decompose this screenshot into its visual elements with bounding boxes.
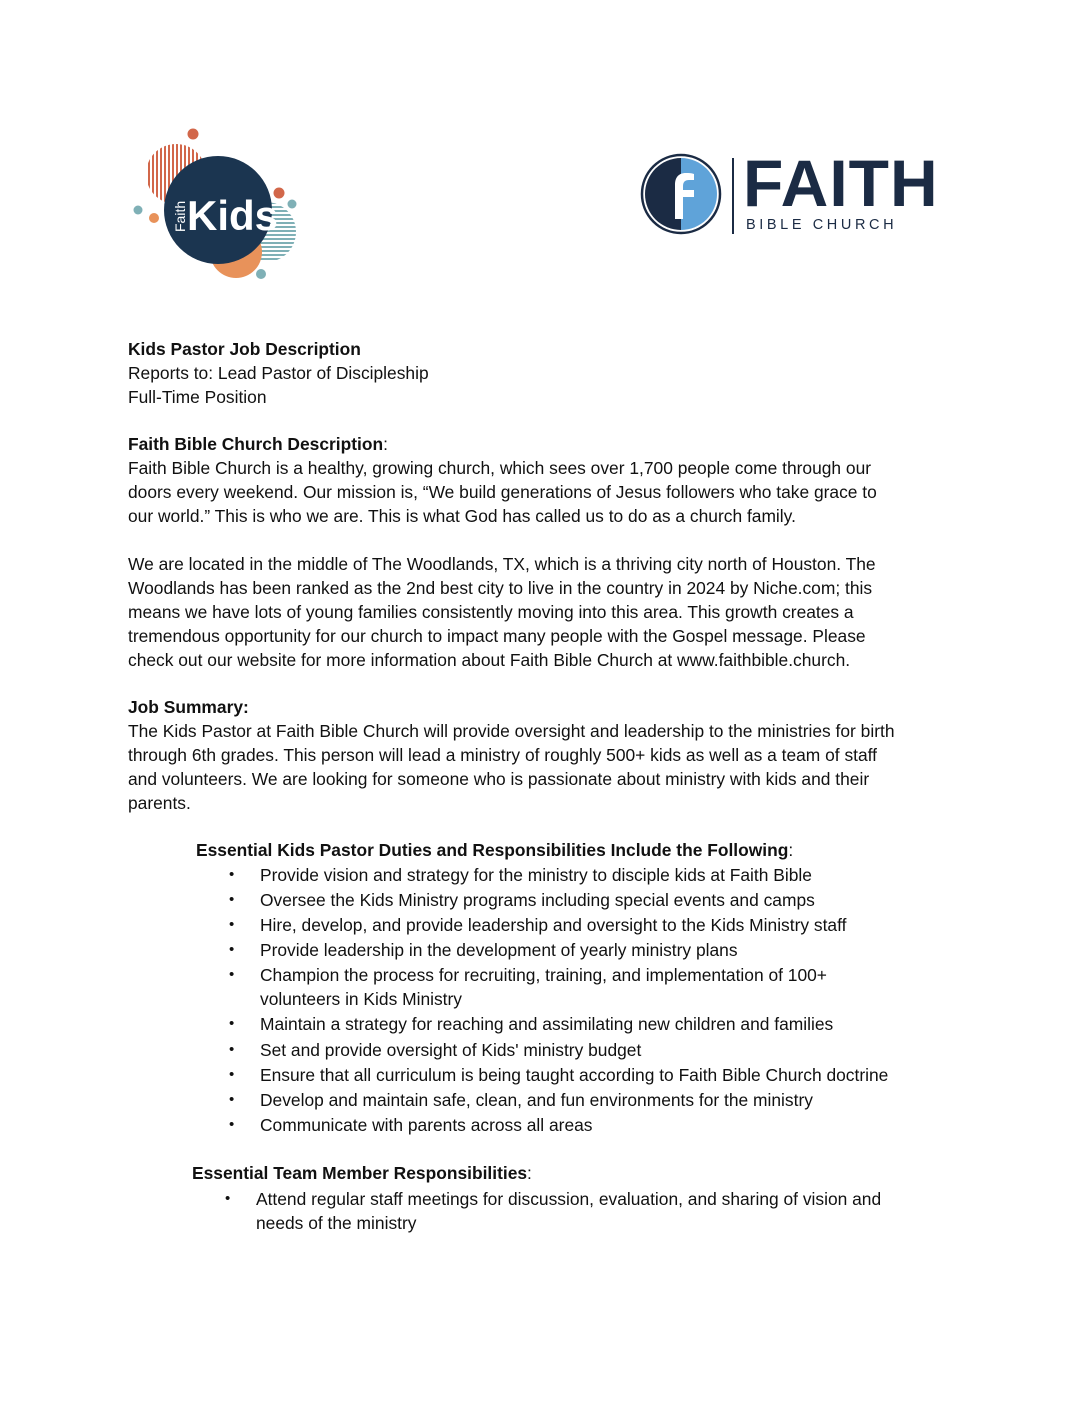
bullet-icon: • (229, 941, 235, 959)
list-item-text: Maintain a strategy for reaching and assimilating new children and families (260, 1014, 834, 1035)
faith-bible-church-logo (638, 146, 939, 240)
list-item (229, 1038, 888, 1062)
paragraph-line: check out our website for more information about Faith Bible Church at www.faithbible.church. (128, 650, 851, 670)
team-responsibilities-heading: Essential Team Member Responsibilities: (192, 1163, 532, 1183)
list-item (229, 938, 888, 962)
list-item (229, 1012, 888, 1036)
bullet-icon: • (229, 1115, 235, 1133)
paragraph-line: Woodlands has been ranked as the 2nd best city to live in the country in 2024 by Niche.com; this (128, 578, 873, 598)
bible-church-wordmark: BIBLE CHURCH (746, 217, 898, 233)
list-item (229, 1113, 888, 1137)
list-item-text: volunteers in Kids Ministry (260, 989, 462, 1010)
logo-divider (732, 158, 734, 234)
bullet-icon: • (229, 1065, 235, 1083)
svg-text:Kids: Kids (187, 192, 279, 239)
bullet-icon: • (229, 966, 235, 984)
duties-list (229, 863, 889, 1138)
paragraph-line: We are located in the middle of The Woodlands, TX, which is a thriving city north of Houston. The (128, 554, 876, 574)
bullet-icon: • (229, 1090, 235, 1108)
list-item-text: Ensure that all curriculum is being taught according to Faith Bible Church doctrine (260, 1064, 889, 1085)
list-item-text: Attend regular staff meetings for discussion, evaluation, and sharing of vision and (256, 1189, 882, 1209)
list-item-text: Communicate with parents across all areas (260, 1114, 593, 1135)
document-title: Kids Pastor Job Description (128, 339, 361, 359)
faith-kids-logo (128, 122, 304, 290)
list-item-text: Champion the process for recruiting, training, and implementation of 100+ (260, 965, 827, 986)
duties-heading: Essential Kids Pastor Duties and Responsibilities Include the Following: (196, 840, 794, 860)
faith-f-icon (640, 153, 722, 235)
job-summary-paragraph (128, 719, 958, 815)
paragraph-line: through 6th grades. This person will lead a ministry of roughly 500+ kids as well as a team of staff (128, 745, 877, 765)
reports-to: Reports to: Lead Pastor of Discipleship (128, 363, 429, 383)
bullet-icon: • (229, 891, 235, 909)
svg-text:Faith: Faith (172, 200, 188, 232)
paragraph-line: and volunteers. We are looking for someone who is passionate about ministry with kids and their (128, 769, 870, 789)
bullet-icon: • (229, 916, 235, 934)
position-type: Full-Time Position (128, 387, 267, 407)
bullet-icon: • (225, 1190, 231, 1207)
list-item-text: Provide leadership in the development of yearly ministry plans (260, 940, 738, 961)
list-item (229, 913, 888, 937)
list-item-text: Set and provide oversight of Kids' ministry budget (260, 1039, 642, 1060)
bullet-icon: • (229, 866, 235, 883)
paragraph-line: tremendous opportunity for our church to impact many people with the Gospel message. Please (128, 626, 866, 646)
bullet-icon: • (229, 1040, 235, 1058)
paragraph-line: The Kids Pastor at Faith Bible Church will provide oversight and leadership to the ministries for birth (128, 721, 895, 741)
list-item (229, 1063, 889, 1087)
list-item (229, 1088, 888, 1112)
list-item-text: Oversee the Kids Ministry programs including special events and camps (260, 890, 815, 911)
paragraph-line: our world.” This is who we are. This is what God has called us to do as a church family. (128, 506, 796, 526)
paragraph-line: doors every weekend. Our mission is, “We build generations of Jesus followers who take grace to (128, 482, 877, 502)
list-item-text: Provide vision and strategy for the ministry to disciple kids at Faith Bible (260, 865, 812, 885)
job-summary-heading: Job Summary: (128, 697, 249, 717)
list-item (229, 863, 888, 887)
list-item-text: needs of the ministry (256, 1213, 417, 1233)
church-description-paragraph-1 (128, 456, 958, 528)
faith-wordmark: FAITH (743, 146, 939, 220)
list-item (229, 888, 888, 912)
paragraph-line: parents. (128, 793, 191, 813)
list-item-text: Hire, develop, and provide leadership and oversight to the Kids Ministry staff (260, 915, 847, 936)
bullet-icon: • (229, 1015, 235, 1033)
paragraph-line: Faith Bible Church is a healthy, growing church, which sees over 1,700 people come through our (128, 458, 872, 478)
list-item (229, 963, 888, 1011)
paragraph-line: means we have lots of young families consistently moving into this area. This growth creates a (128, 602, 854, 622)
list-item-text: Develop and maintain safe, clean, and fun environments for the ministry (260, 1089, 813, 1110)
team-responsibilities-list (225, 1187, 882, 1236)
list-item (225, 1187, 882, 1235)
church-description-paragraph-2 (128, 552, 958, 672)
church-description-heading: Faith Bible Church Description: (128, 434, 388, 454)
